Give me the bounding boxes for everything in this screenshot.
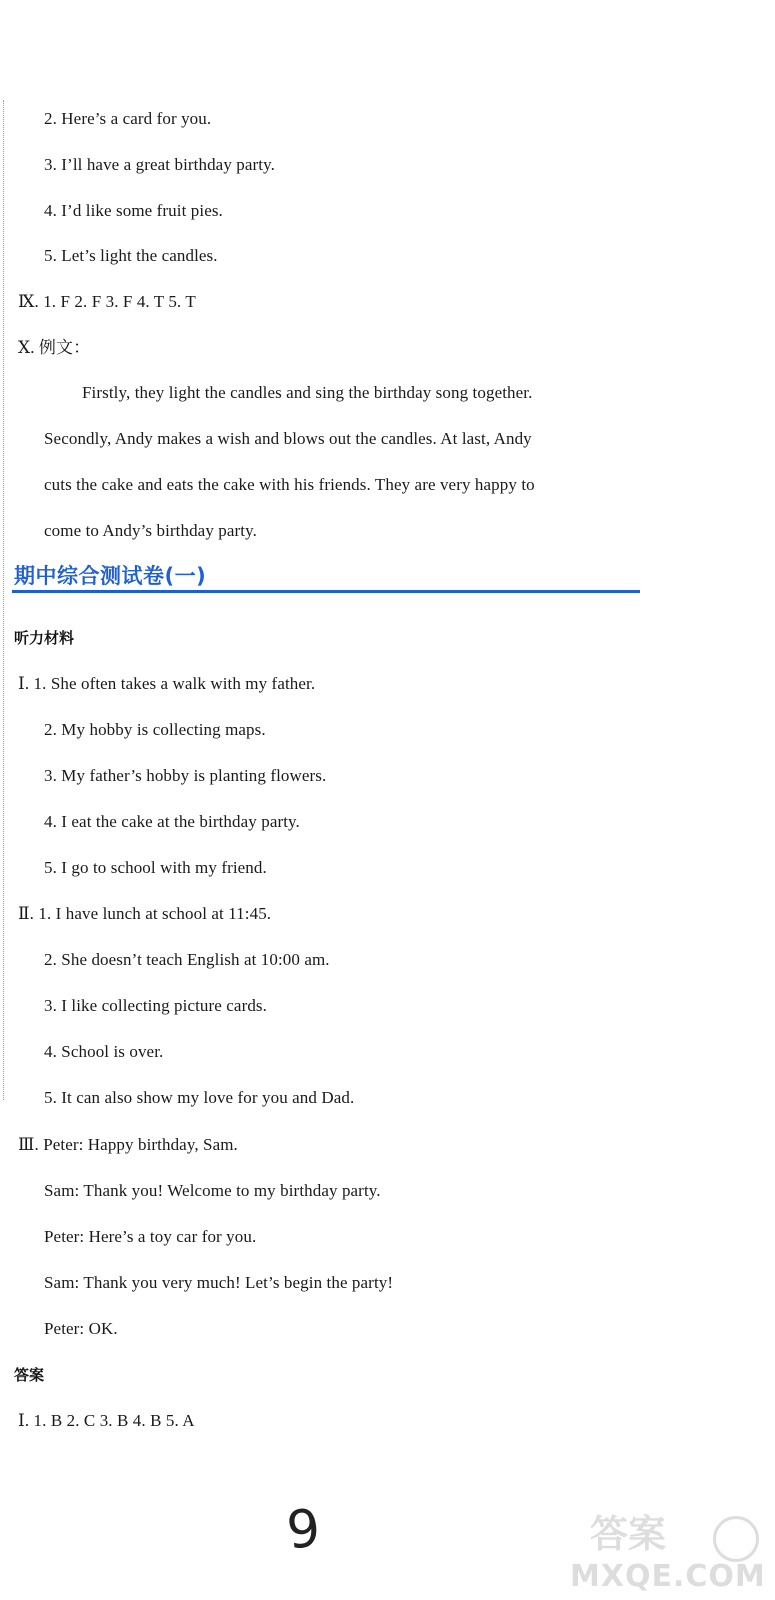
ix-answers: Ⅸ. 1. F 2. F 3. F 4. T 5. T bbox=[18, 292, 196, 311]
dialogue-line: Peter: Here’s a toy car for you. bbox=[44, 1227, 257, 1246]
answers-title: 答案 bbox=[14, 1366, 45, 1384]
listening-line: 4. School is over. bbox=[44, 1042, 164, 1061]
dialogue-line: Sam: Thank you very much! Let’s begin the party! bbox=[44, 1273, 394, 1292]
listening-line: 4. I eat the cake at the birthday party. bbox=[44, 812, 300, 831]
listening-line: 3. My father’s hobby is planting flowers. bbox=[44, 766, 327, 785]
dialogue-line: Sam: Thank you! Welcome to my birthday party. bbox=[44, 1181, 381, 1200]
answer-line: 2. Here’s a card for you. bbox=[44, 109, 212, 128]
answer-line: 4. I’d like some fruit pies. bbox=[44, 201, 223, 220]
watermark bbox=[560, 1512, 765, 1597]
dialogue-line: Peter: OK. bbox=[44, 1319, 118, 1338]
section-heading-title: 期中综合测试卷(一) bbox=[14, 564, 207, 588]
listening-line: Ⅱ. 1. I have lunch at school at 11:45. bbox=[18, 904, 272, 923]
essay-line: cuts the cake and eats the cake with his friends. They are very happy to bbox=[44, 475, 535, 494]
listening-line: 2. She doesn’t teach English at 10:00 am. bbox=[44, 950, 330, 969]
answers-line: Ⅰ. 1. B 2. C 3. B 4. B 5. A bbox=[18, 1411, 195, 1430]
essay-line: Firstly, they light the candles and sing the birthday song together. bbox=[82, 383, 533, 402]
essay-line: come to Andy’s birthday party. bbox=[44, 521, 257, 540]
dialogue-line: Ⅲ. Peter: Happy birthday, Sam. bbox=[18, 1135, 238, 1154]
listening-line: 2. My hobby is collecting maps. bbox=[44, 720, 266, 739]
listening-line: Ⅰ. 1. She often takes a walk with my father. bbox=[18, 674, 316, 693]
binding-edge bbox=[3, 100, 4, 1100]
watermark-bottom-text: MXQE.COM bbox=[570, 1559, 766, 1594]
listening-line: 3. I like collecting picture cards. bbox=[44, 996, 267, 1015]
page-number: 9 bbox=[283, 1498, 324, 1562]
essay-line: Secondly, Andy makes a wish and blows out the candles. At last, Andy bbox=[44, 429, 532, 448]
answer-line: 3. I’ll have a great birthday party. bbox=[44, 155, 275, 174]
x-label: Ⅹ. 例文： bbox=[18, 338, 91, 357]
listening-title: 听力材料 bbox=[14, 629, 75, 647]
watermark-top-text: 答案 bbox=[590, 1512, 667, 1556]
listening-line: 5. I go to school with my friend. bbox=[44, 858, 267, 877]
watermark-seal-icon bbox=[713, 1516, 759, 1562]
section-heading-rule bbox=[12, 590, 640, 593]
answer-line: 5. Let’s light the candles. bbox=[44, 246, 218, 265]
listening-line: 5. It can also show my love for you and Dad. bbox=[44, 1088, 355, 1107]
section-heading bbox=[12, 562, 640, 594]
